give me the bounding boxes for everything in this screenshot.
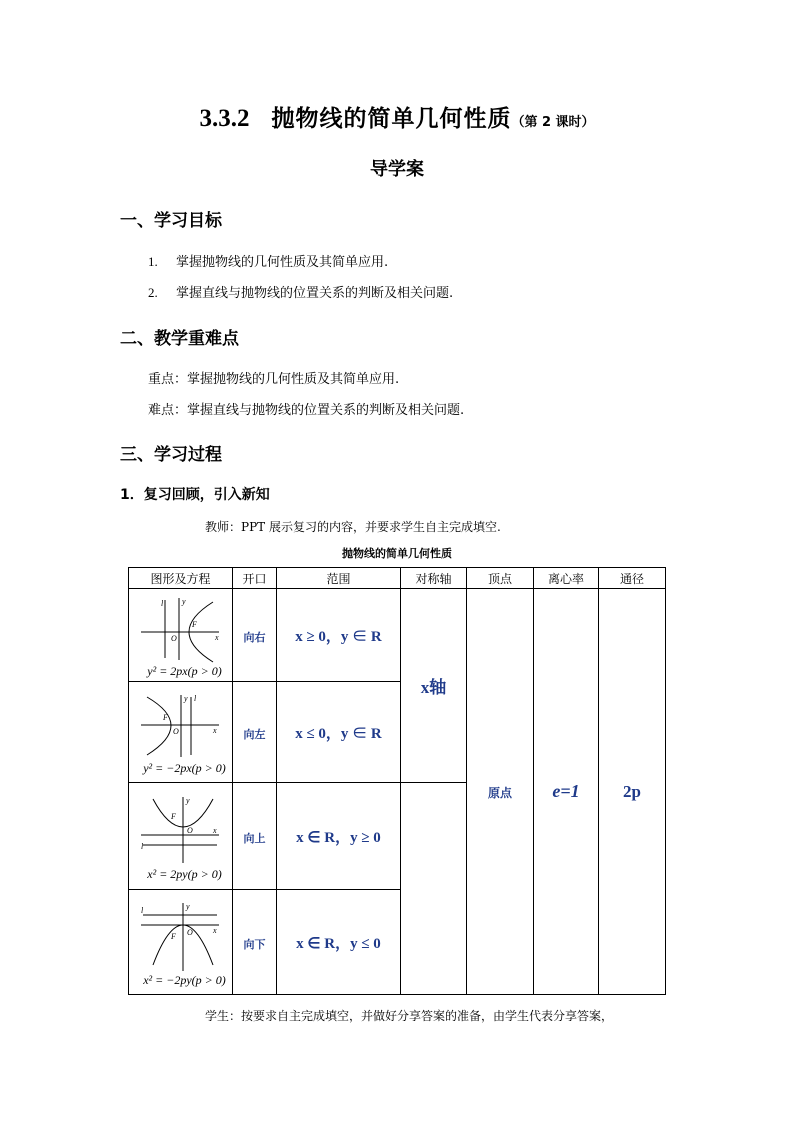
objective-number: 1. xyxy=(148,254,158,269)
objectives-heading: 一、学习目标 xyxy=(120,211,222,231)
directrix-label: l xyxy=(161,598,164,608)
graph-cell-up xyxy=(129,783,233,890)
header-axis: 对称轴 xyxy=(401,568,467,589)
focus-label: F xyxy=(163,712,168,722)
y-axis-label: y xyxy=(182,596,186,606)
origin-label: O xyxy=(187,927,193,937)
latus-rectum-value: 2p xyxy=(623,781,641,801)
opening-cell xyxy=(233,589,277,682)
parabola-right-graph xyxy=(137,594,225,664)
range-value: x ≤ 0，y ∈ R xyxy=(295,725,382,742)
difficulty-point: 难点：掌握直线与抛物线的位置关系的判断及相关问题. xyxy=(148,403,465,418)
objective-text: 掌握直线与抛物线的位置关系的判断及相关问题. xyxy=(176,286,454,301)
focus-point: 重点：掌握抛物线的几何性质及其简单应用. xyxy=(148,372,400,387)
objective-text: 掌握抛物线的几何性质及其简单应用. xyxy=(176,255,389,270)
range-value: x ∈ R，y ≤ 0 xyxy=(296,935,381,952)
header-eccentricity: 离心率 xyxy=(534,568,599,589)
page-title xyxy=(0,100,794,133)
latus-rectum-cell xyxy=(599,589,666,995)
table-caption: 抛物线的简单几何性质 xyxy=(342,547,452,560)
header-vertex: 顶点 xyxy=(467,568,534,589)
origin-label: O xyxy=(173,726,179,736)
section-number: 3.3.2 xyxy=(199,105,250,132)
focus-label: F xyxy=(171,931,176,941)
header-latus-rectum: 通径 xyxy=(599,568,666,589)
directrix-label: l xyxy=(141,841,144,851)
x-axis-label: x xyxy=(213,725,217,735)
table-header-row xyxy=(129,568,666,589)
opening-value: 向上 xyxy=(243,831,266,845)
axis-cell xyxy=(401,589,467,783)
key-points-heading: 二、教学重难点 xyxy=(120,329,239,349)
header-opening: 开口 xyxy=(233,568,277,589)
focus-label: F xyxy=(192,619,197,629)
eccentricity-value: e=1 xyxy=(552,781,580,801)
graph-cell-down xyxy=(129,890,233,995)
table-row xyxy=(129,589,666,682)
graph-cell-right xyxy=(129,589,233,682)
opening-cell xyxy=(233,682,277,783)
process-heading: 三、学习过程 xyxy=(120,445,222,465)
origin-label: O xyxy=(187,825,193,835)
opening-value: 向左 xyxy=(243,727,266,741)
y-axis-label: y xyxy=(186,795,190,805)
range-cell xyxy=(277,890,401,995)
y-axis-label: y xyxy=(184,693,188,703)
directrix-label: l xyxy=(194,693,197,703)
opening-cell xyxy=(233,890,277,995)
objective-item-2 xyxy=(148,282,453,301)
step-1-heading: 1．复习回顾，引入新知 xyxy=(120,487,270,503)
equation: x² = −2py(p > 0) xyxy=(143,972,226,987)
teacher-note: 教师：PPT 展示复习的内容，并要求学生自主完成填空. xyxy=(205,520,501,534)
parabola-left-graph xyxy=(137,691,225,761)
student-note: 学生：按要求自主完成填空，并做好分享答案的准备，由学生代表分享答案， xyxy=(205,1009,614,1023)
x-axis-label: x xyxy=(215,632,219,642)
x-axis-label: x xyxy=(213,925,217,935)
title-text: 抛物线的简单几何性质 xyxy=(271,106,512,132)
header-range: 范围 xyxy=(277,568,401,589)
vertex-cell xyxy=(467,589,534,995)
equation: x² = 2py(p > 0) xyxy=(147,866,222,881)
axis-value: x轴 xyxy=(420,678,447,697)
opening-value: 向右 xyxy=(243,630,266,644)
range-cell xyxy=(277,589,401,682)
range-value: x ≥ 0，y ∈ R xyxy=(295,628,382,645)
equation: y² = −2px(p > 0) xyxy=(143,760,226,775)
header-graph: 图形及方程 xyxy=(129,568,233,589)
origin-label: O xyxy=(171,633,177,643)
objective-item-1 xyxy=(148,251,388,270)
directrix-label: l xyxy=(141,905,144,915)
parabola-down-graph xyxy=(137,899,225,973)
range-cell xyxy=(277,783,401,890)
opening-cell xyxy=(233,783,277,890)
equation: y² = 2px(p > 0) xyxy=(147,663,222,678)
parabola-properties-table xyxy=(128,567,666,995)
x-axis-label: x xyxy=(213,825,217,835)
focus-label: F xyxy=(171,811,176,821)
lesson-note: （第 2 课时） xyxy=(511,115,595,130)
parabola-up-graph xyxy=(137,793,225,867)
y-axis-label: y xyxy=(186,901,190,911)
objective-number: 2. xyxy=(148,285,158,300)
axis-cell-y xyxy=(401,783,467,995)
range-cell xyxy=(277,682,401,783)
opening-value: 向下 xyxy=(243,937,266,951)
graph-cell-left xyxy=(129,682,233,783)
page-subtitle: 导学案 xyxy=(370,159,424,180)
eccentricity-cell xyxy=(534,589,599,995)
vertex-value: 原点 xyxy=(487,786,512,800)
range-value: x ∈ R，y ≥ 0 xyxy=(296,829,381,846)
